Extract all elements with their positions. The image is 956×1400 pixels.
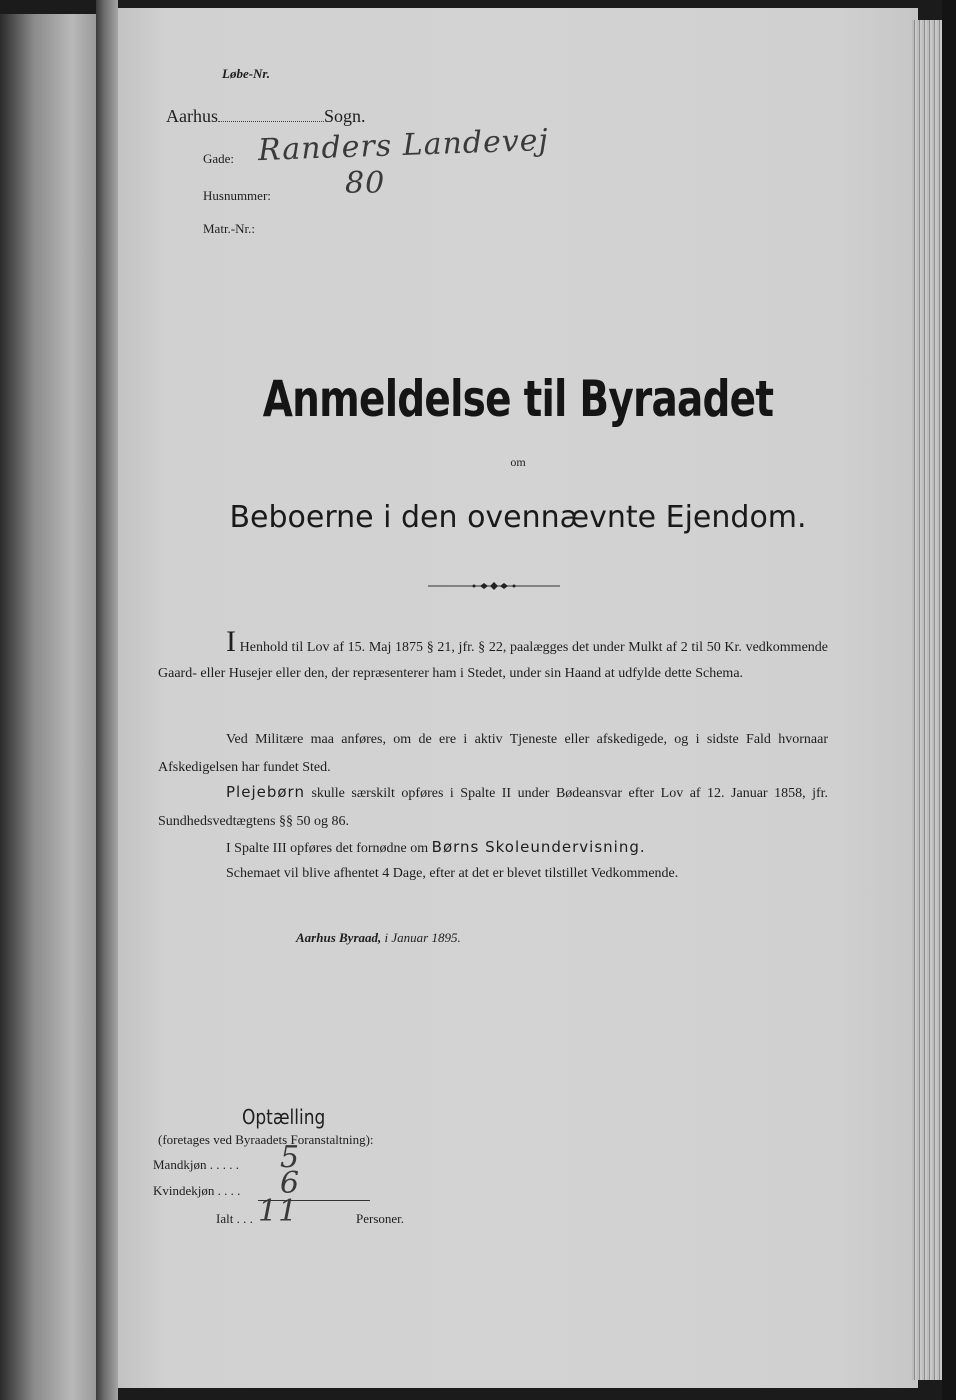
instruction-paragraph-2: [158, 726, 828, 782]
document-subtitle: Beboerne i den ovennævnte Ejendom.: [229, 500, 807, 535]
gade-label: Gade:: [203, 151, 235, 166]
ornament-divider: [428, 582, 560, 590]
kvindekjon-value-handwritten: 6: [280, 1166, 301, 1201]
plejeborn-emphasis: Plejebørn: [226, 783, 305, 801]
scan-border: [942, 0, 956, 1400]
husnummer-label: Husnummer:: [203, 188, 271, 203]
issuer-name: Aarhus Byraad,: [296, 930, 382, 945]
kvindekjon-label: Kvindekjøn . . . .: [153, 1183, 241, 1198]
gade-value-handwritten: Randers Landevej: [257, 122, 550, 169]
count-subtitle: (foretages ved Byraadets Foranstaltning):: [158, 1132, 374, 1147]
instruction-paragraph-1: [158, 625, 829, 687]
document-title: Anmeldelse til Byraadet: [262, 370, 774, 428]
drop-cap: I: [226, 625, 236, 658]
matr-label: Matr.-Nr.:: [203, 221, 255, 236]
parish-fill-line: [218, 121, 324, 122]
document-page: [118, 8, 918, 1388]
paragraph-3-text: skulle særskilt opføres i Spalte II under Bødeansvar efter Lov af 12. Januar 1858, jfr. Sundhedsvedtægtens §§ 50 og 86.: [158, 786, 829, 829]
count-title: Optælling: [242, 1105, 326, 1129]
instruction-paragraph-5: [158, 861, 828, 887]
husnummer-value-handwritten: 80: [345, 166, 386, 201]
ialt-value-handwritten: 11: [258, 1194, 299, 1229]
title-connector: om: [510, 455, 526, 469]
issuer-signature: [296, 930, 461, 946]
page-stack-edges: [912, 20, 942, 1380]
sogn-label: Sogn.: [324, 106, 366, 126]
city-name: Aarhus: [166, 106, 218, 126]
paragraph-5-text: Schemaet vil blive afhentet 4 Dage, efter at det er blevet tilstillet Vedkommende.: [226, 866, 679, 881]
issue-date: i Januar 1895.: [384, 930, 461, 945]
personer-label: Personer.: [356, 1211, 405, 1226]
book-spine: [96, 0, 118, 1400]
paragraph-1-text: Henhold til Lov af 15. Maj 1875 § 21, jfr. § 22, paalægges det under Mulkt af 2 til 50 Kr. vedkommende Gaard- eller Husejer eller den, der repræsenterer ham i Stedet, under sin Haand at udfylde dette Schema.: [158, 640, 829, 681]
ialt-label: Ialt . . .: [216, 1211, 253, 1226]
instruction-paragraph-3: [158, 778, 828, 836]
mandkjon-label: Mandkjøn . . . . .: [153, 1157, 239, 1172]
paragraph-2-text: Ved Militære maa anføres, om de ere i aktiv Tjeneste eller afskedigede, og i sidste Fald hvornaar Afskedigelsen har fundet Sted.: [158, 732, 828, 775]
mandkjon-value-handwritten: 5: [280, 1140, 301, 1175]
parish-line: [166, 106, 366, 127]
left-page-edge: [0, 14, 96, 1400]
instruction-paragraph-4: [158, 834, 828, 862]
paragraph-4-text: I Spalte III opføres det fornødne om: [226, 841, 429, 856]
lobe-nr-label: Løbe-Nr.: [222, 66, 271, 81]
skoleundervisning-emphasis: Børns Skoleundervisning.: [431, 838, 646, 856]
